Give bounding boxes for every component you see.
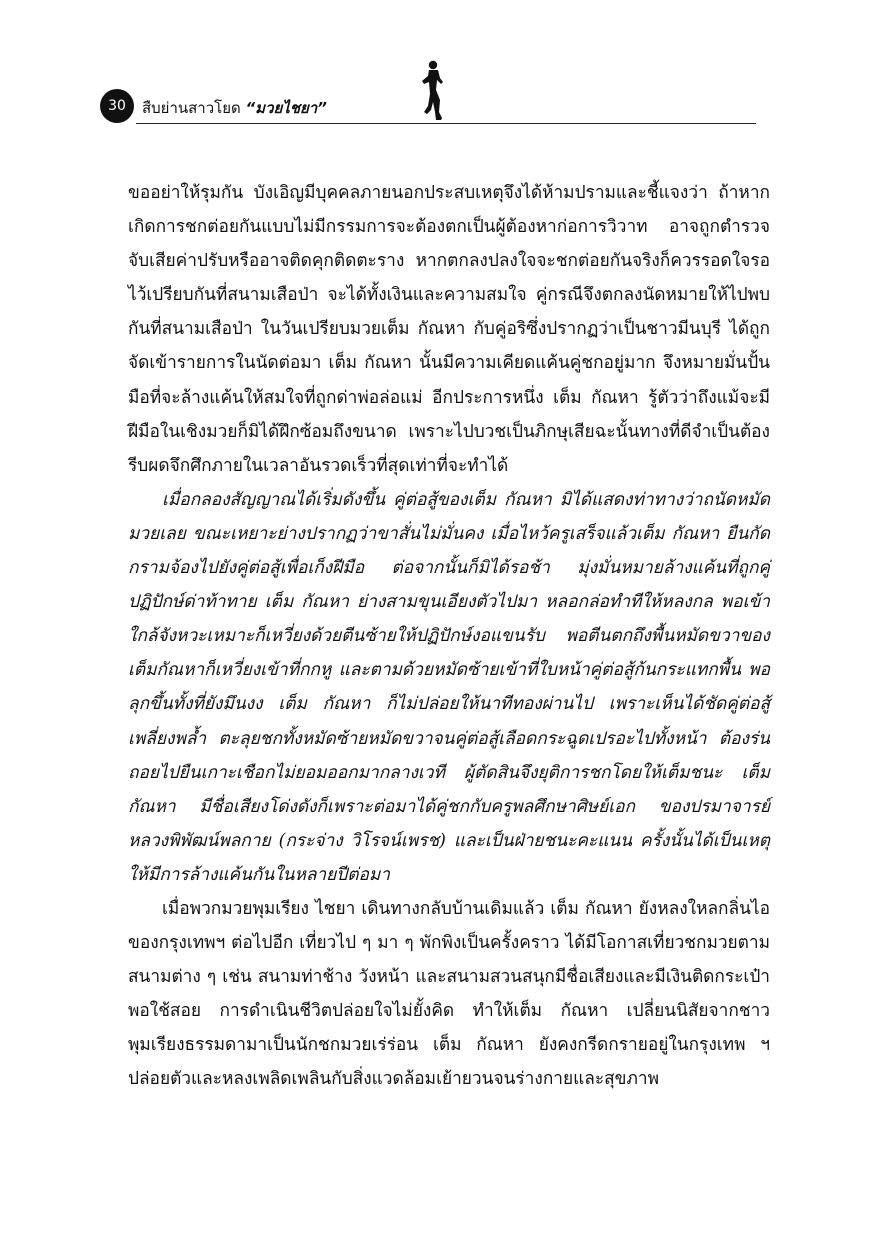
paragraph-1: ขออย่าให้รุมกัน บังเอิญมีบุคคลภายนอกประสบเหตุจึงได้ห้ามปรามและชี้แจงว่า ถ้าหากเกิดการชกต่อยกันแบบไม่มีกรรมการจะต้องตกเป็นผู้ต้องหาก่อการวิวาท อาจถูกตำรวจจับเสียค่าปรับหรืออาจติดคุกติดตะราง หากตกลงปลงใจจะชกต่อยกันจริงก็ควรรอดใจรอไว้เปรียบกันที่สนามเสือป่า จะได้ทั้งเงินและความสมใจ คู่กรณีจึงตกลงนัดหมายให้ไปพบกันที่สนามเสือป่า ในวันเปรียบมวยเต็ม กัณหา กับคู่อริซึ่งปรากฏว่าเป็นชาวมีนบุรี ได้ถูกจัดเข้ารายการในนัดต่อมา เต็ม กัณหา นั้นมีความเคียดแค้นคู่ชกอยู่มาก จึงหมายมั่นปั้นมือที่จะล้างแค้นให้สมใจที่ถูกด่าพ่อล่อแม่ อีกประการหนึ่ง เต็ม กัณหา รู้ตัวว่าถึงแม้จะมีฝีมือในเชิงมวยก็มิได้ฝึกซ้อมถึงขนาด เพราะไปบวชเป็นภิกษุเสียฉะนั้นทางที่ดีจำเป็นต้องรีบผดจึกศึกภายในเวลาอันรวดเร็วที่สุดเท่าที่จะทำได้ bbox=[128, 183, 770, 476]
header-rule bbox=[136, 123, 756, 124]
page-header bbox=[100, 60, 760, 130]
boxer-silhouette-icon bbox=[418, 60, 444, 124]
body-text bbox=[128, 176, 770, 1097]
paragraph-3: เมื่อพวกมวยพุมเรียง ไชยา เดินทางกลับบ้านเดิมแล้ว เต็ม กัณหา ยังหลงใหลกลิ่นไอของกรุงเทพฯ ต่อไปอีก เที่ยวไป ๆ มา ๆ พักพิงเป็นครั้งคราว ได้มีโอกาสเที่ยวชกมวยตามสนามต่าง ๆ เช่น สนามท่าช้าง วังหน้า และสนามสวนสนุกมีชื่อเสียงและมีเงินติดกระเป๋าพอใช้สอย การดำเนินชีวิตปล่อยใจไม่ยั้งคิด ทำให้เต็ม กัณหา เปลี่ยนนิสัยจากชาวพุมเรียงธรรมดามาเป็นนักชกมวยเร่ร่อน เต็ม กัณหา ยังคงกรีดกรายอยู่ในกรุงเทพ ฯ ปล่อยตัวและหลงเพลิดเพลินกับสิ่งแวดล้อมเย้ายวนจนร่างกายและสุขภาพ bbox=[128, 898, 770, 1090]
paragraph-2: เมื่อกลองสัญญาณได้เริ่มดังขึ้น คู่ต่อสู้ของเต็ม กัณหา มิได้แสดงท่าทางว่าถนัดหมัดมวยเลย ขณะเหยาะย่างปรากฏว่าขาสั่นไม่มั่นคง เมื่อไหว้ครูเสร็จแล้วเต็ม กัณหา ยืนกัดกรามจ้องไปยังคู่ต่อสู้เพื่อเก็งฝีมือ ต่อจากนั้นก็มิได้รอช้า มุ่งมั่นหมายล้างแค้นที่ถูกคู่ปฏิปักษ์ด่าท้าทาย เต็ม กัณหา ย่างสามขุนเอียงตัวไปมา หลอกล่อทำทีให้หลงกล พอเข้าใกล้จังหวะเหมาะก็เหวี่ยงด้วยตีนซ้ายให้ปฏิปักษ์งอแขนรับ พอตีนตกถึงพื้นหมัดขวาของเต็มกัณหาก็เหวี่ยงเข้าที่กกหู และตามด้วยหมัดซ้ายเข้าที่ใบหน้าคู่ต่อสู้ก้นกระแทกพื้น พอลุกขึ้นทั้งที่ยังมึนงง เต็ม กัณหา ก็ไม่ปล่อยให้นาทีทองผ่านไป เพราะเห็นได้ชัดคู่ต่อสู้เพลี่ยงพล้ำ ตะลุยชกทั้งหมัดซ้ายหมัดขวาจนคู่ต่อสู้เลือดกระฉูดเปรอะไปทั้งหน้า ต้องร่นถอยไปยืนเกาะเชือกไม่ยอมออกมากลางเวที ผู้ตัดสินจึงยุติการชกโดยให้เต็มชนะ เต็ม กัณหา มีชื่อเสียงโด่งดังก็เพราะต่อมาได้คู่ชกกับครูพลศึกษาศิษย์เอก ของปรมาจารย์หลวงพิพัฒน์พลกาย (กระจ่าง วิโรจน์เพรช) และเป็นฝ่ายชนะคะแนน ครั้งนั้นได้เป็นเหตุให้มีการล้างแค้นกันในหลายปีต่อมา bbox=[128, 489, 770, 885]
page-number-badge: 30 bbox=[100, 89, 134, 123]
book-title: สืบย่านสาวโยด bbox=[142, 99, 241, 117]
running-head bbox=[142, 96, 327, 120]
book-subtitle: “มวยไชยา” bbox=[245, 99, 327, 117]
